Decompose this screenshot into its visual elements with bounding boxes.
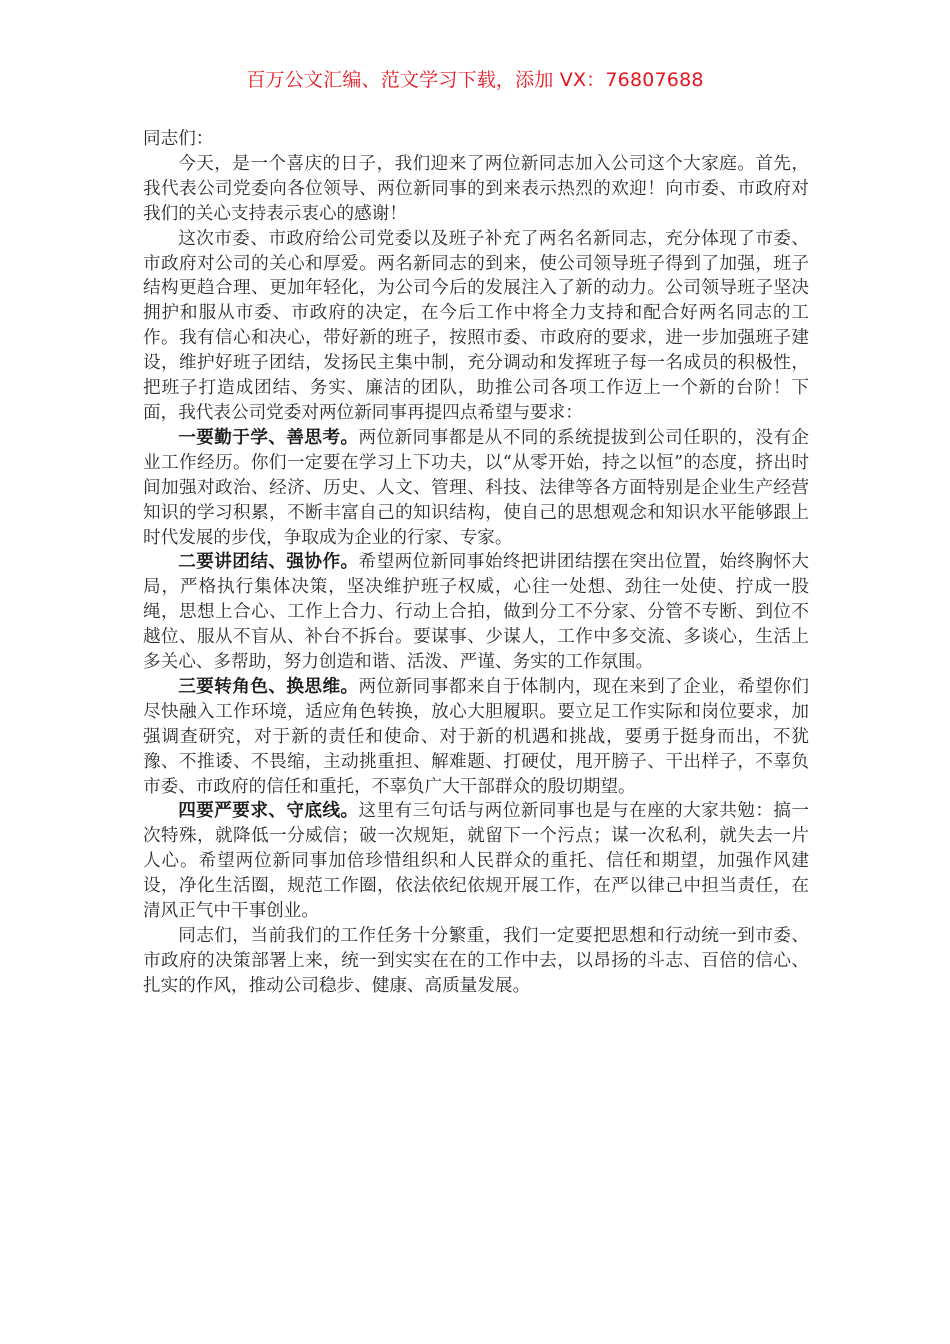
paragraph-text: 这里有三句话与两位新同事也是与在座的大家共勉：搞一次特殊，就降低一分威信；破一次规矩，就留下一个污点；谋一次私利，就失去一片人心。希望两位新同事加倍珍惜组织和人民群众的重托、信任和期望，加强作风建设，净化生活圈，规范工作圈，依法依纪依规开展工作，在严以律己中担当责任，在清风正气中干事创业。 [143, 801, 809, 922]
paragraph-text: 这次市委、市政府给公司党委以及班子补充了两名名新同志，充分体现了市委、市政府对公司的关心和厚爱。两名新同志的到来，使公司领导班子得到了加强，班子结构更趋合理、更加年轻化，为公司今后的发展注入了新的动力。公司领导班子坚决拥护和服从市委、市政府的决定，在今后工作中将全力支持和配合好两名同志的工作。我有信心和决心，带好新的班子，按照市委、市政府的要求，进一步加强班子建设，维护好班子团结，发扬民主集中制，充分调动和发挥班子每一名成员的积极性，把班子打造成团结、务实、廉洁的团队，助推公司各项工作迈上一个新的台阶！下面，我代表公司党委对两位新同事再提四点希望与要求： [143, 228, 809, 423]
paragraph-text: 同志们，当前我们的工作任务十分繁重，我们一定要把思想和行动统一到市委、市政府的决策部署上来，统一到实实在在的工作中去，以昂扬的斗志、百倍的信心、扎实的作风，推动公司稳步、健康、高质量发展。 [143, 926, 809, 996]
salutation: 同志们： [143, 129, 214, 149]
paragraph-text: 两位新同事都来自于体制内，现在来到了企业，希望你们尽快融入工作环境，适应角色转换，放心大胆履职。要立足工作实际和岗位要求，加强调查研究，对于新的责任和使命、对于新的机遇和挑战，要勇于挺身而出，不犹豫、不推诿、不畏缩，主动挑重担、解难题、打硬仗，甩开膀子、干出样子，不辜负市委、市政府的信任和重托，不辜负广大干部群众的殷切期望。 [143, 676, 809, 797]
paragraph-text: 今天，是一个喜庆的日子，我们迎来了两位新同志加入公司这个大家庭。首先，我代表公司党委向各位领导、两位新同事的到来表示热烈的欢迎！向市委、市政府对我们的关心支持表示衷心的感谢！ [143, 153, 809, 224]
document-body [143, 127, 809, 999]
promo-header-banner: 百万公文汇编、范文学习下载，添加 VX：76807688 [246, 69, 704, 91]
paragraph-requirement-1 [143, 426, 809, 551]
paragraph-lead: 四要严要求、守底线。 [178, 800, 359, 822]
paragraph-requirement-3 [143, 675, 809, 800]
paragraph-context [143, 227, 809, 426]
paragraph-lead: 一要勤于学、善思考。 [178, 426, 359, 448]
paragraph-text: 希望两位新同事始终把讲团结摆在突出位置，始终胸怀大局，严格执行集体决策，坚决维护班子权威，心往一处想、劲往一处使、拧成一股绳，思想上合心、工作上合力、行动上合拍，做到分工不分家、分管不专断、到位不越位、服从不盲从、补台不拆台。要谋事、少谋人，工作中多交流、多谈心，生活上多关心、多帮助，努力创造和谐、活泼、严谨、务实的工作氛围。 [143, 552, 809, 673]
paragraph-welcome [143, 152, 809, 227]
paragraph-lead: 二要讲团结、强协作。 [178, 551, 359, 573]
paragraph-closing [143, 924, 809, 999]
paragraph-requirement-2 [143, 550, 809, 675]
paragraph-requirement-4 [143, 799, 809, 924]
paragraph-lead: 三要转角色、换思维。 [178, 675, 359, 697]
paragraph-text: 两位新同事都是从不同的系统提拔到公司任职的，没有企业工作经历。你们一定要在学习上下功夫，以“从零开始，持之以恒”的态度，挤出时间加强对政治、经济、历史、人文、管理、科技、法律等各方面特别是企业生产经营知识的学习积累，不断丰富自己的知识结构，使自己的思想观念和知识水平能够跟上时代发展的步伐，争取成为企业的行家、专家。 [143, 427, 809, 548]
